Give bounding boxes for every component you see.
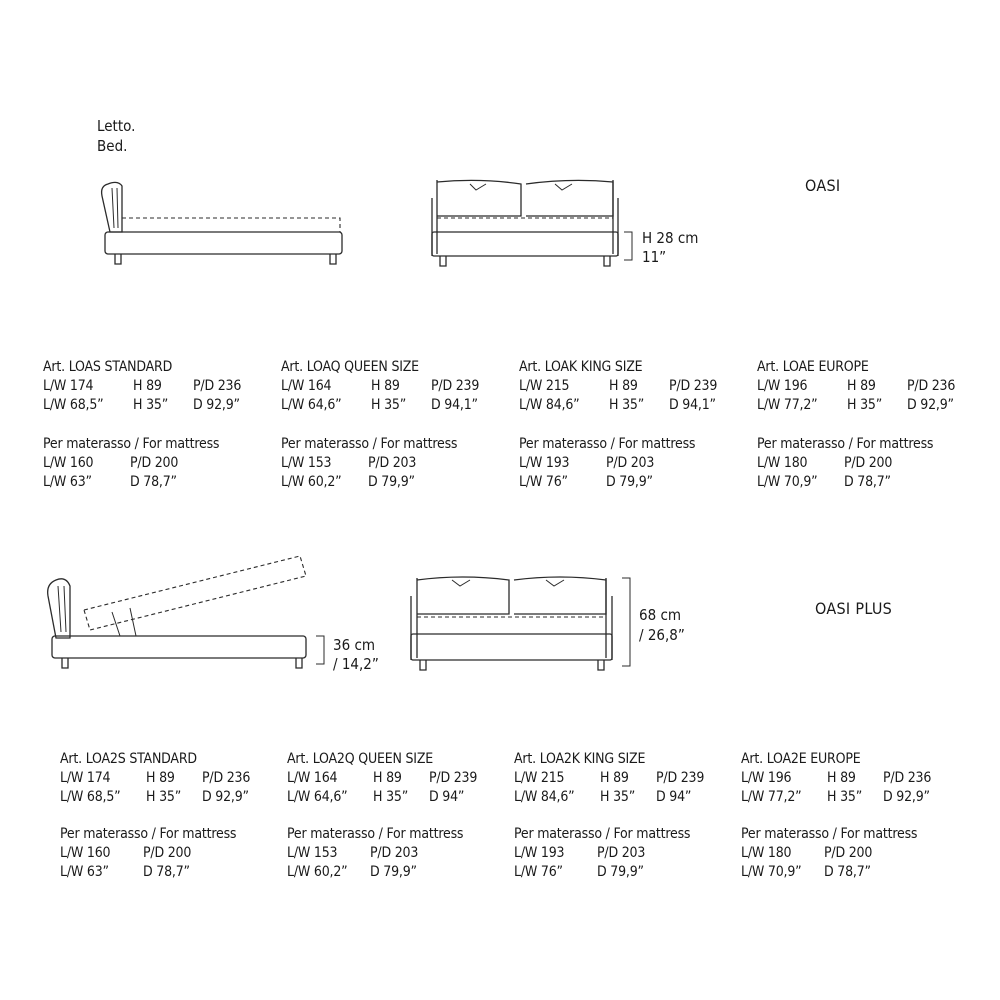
mattress-width-in: L/W 63” xyxy=(43,474,92,490)
mattress-width-in: L/W 76” xyxy=(514,864,563,880)
article-width: L/W 164 xyxy=(287,770,338,786)
mattress-label: Per materasso / For mattress xyxy=(757,436,934,452)
oasi-plus-model-name: OASI PLUS xyxy=(815,599,893,618)
article-width-in: L/W 77,2” xyxy=(741,789,802,805)
article-height: H 89 xyxy=(146,770,175,786)
mattress-width: L/W 153 xyxy=(281,455,332,471)
article-height-in: H 35” xyxy=(133,397,169,413)
mattress-depth-in: D 78,7” xyxy=(844,474,891,490)
mattress-label: Per materasso / For mattress xyxy=(281,436,458,452)
article-width-in: L/W 64,6” xyxy=(287,789,348,805)
article-depth-in: D 92,9” xyxy=(883,789,930,805)
mattress-depth: P/D 200 xyxy=(844,455,893,471)
mattress-width: L/W 180 xyxy=(741,845,792,861)
article-depth: P/D 236 xyxy=(202,770,251,786)
mattress-label: Per materasso / For mattress xyxy=(741,826,918,842)
mattress-width-in: L/W 70,9” xyxy=(741,864,802,880)
header-line-italian: Letto. xyxy=(97,117,136,135)
mattress-depth: P/D 200 xyxy=(824,845,873,861)
article-height-in: H 35” xyxy=(609,397,645,413)
mattress-depth: P/D 203 xyxy=(597,845,646,861)
mattress-width-in: L/W 76” xyxy=(519,474,568,490)
article-height: H 89 xyxy=(609,378,638,394)
article-height-in: H 35” xyxy=(373,789,409,805)
article-depth-in: D 94” xyxy=(429,789,465,805)
mattress-label: Per materasso / For mattress xyxy=(287,826,464,842)
mattress-width: L/W 193 xyxy=(519,455,570,471)
article-depth: P/D 239 xyxy=(429,770,478,786)
mattress-depth-in: D 78,7” xyxy=(824,864,871,880)
article-title: Art. LOAS STANDARD xyxy=(43,359,173,375)
article-width: L/W 215 xyxy=(519,378,570,394)
mattress-width: L/W 160 xyxy=(60,845,111,861)
article-height-in: H 35” xyxy=(600,789,636,805)
article-depth: P/D 236 xyxy=(883,770,932,786)
mattress-depth: P/D 203 xyxy=(368,455,417,471)
oasi-plus-article-standard xyxy=(60,750,300,882)
article-depth-in: D 92,9” xyxy=(202,789,249,805)
article-height-in: H 35” xyxy=(371,397,407,413)
oasi-plus-article-queen xyxy=(287,750,527,882)
mattress-width: L/W 193 xyxy=(514,845,565,861)
mattress-depth: P/D 203 xyxy=(370,845,419,861)
oasi-plus-article-europe xyxy=(741,750,981,882)
article-title: Art. LOAQ QUEEN SIZE xyxy=(281,359,419,375)
article-height: H 89 xyxy=(133,378,162,394)
mattress-width-in: L/W 63” xyxy=(60,864,109,880)
article-width-in: L/W 84,6” xyxy=(519,397,580,413)
mattress-width-in: L/W 70,9” xyxy=(757,474,818,490)
article-depth: P/D 239 xyxy=(656,770,705,786)
article-height: H 89 xyxy=(600,770,629,786)
mattress-depth: P/D 203 xyxy=(606,455,655,471)
mattress-label: Per materasso / For mattress xyxy=(43,436,220,452)
article-depth: P/D 236 xyxy=(907,378,956,394)
article-width-in: L/W 77,2” xyxy=(757,397,818,413)
mattress-label: Per materasso / For mattress xyxy=(519,436,696,452)
mattress-width: L/W 153 xyxy=(287,845,338,861)
mattress-depth-in: D 78,7” xyxy=(143,864,190,880)
mattress-depth: P/D 200 xyxy=(143,845,192,861)
article-depth-in: D 94,1” xyxy=(669,397,716,413)
article-depth-in: D 94” xyxy=(656,789,692,805)
mattress-width: L/W 180 xyxy=(757,455,808,471)
article-title: Art. LOA2E EUROPE xyxy=(741,751,861,767)
mattress-label: Per materasso / For mattress xyxy=(60,826,237,842)
article-depth: P/D 236 xyxy=(193,378,242,394)
oasi-height-in: 11” xyxy=(642,248,667,266)
article-height: H 89 xyxy=(373,770,402,786)
mattress-depth-in: D 79,9” xyxy=(368,474,415,490)
article-title: Art. LOA2Q QUEEN SIZE xyxy=(287,751,433,767)
article-width-in: L/W 68,5” xyxy=(43,397,104,413)
article-width-in: L/W 64,6” xyxy=(281,397,342,413)
article-width-in: L/W 84,6” xyxy=(514,789,575,805)
article-height-in: H 35” xyxy=(847,397,883,413)
mattress-width: L/W 160 xyxy=(43,455,94,471)
article-height-in: H 35” xyxy=(146,789,182,805)
article-width: L/W 196 xyxy=(757,378,808,394)
article-depth: P/D 239 xyxy=(431,378,480,394)
oasi-height-cm: H 28 cm xyxy=(642,229,699,247)
article-title: Art. LOAK KING SIZE xyxy=(519,359,643,375)
mattress-depth: P/D 200 xyxy=(130,455,179,471)
mattress-depth-in: D 79,9” xyxy=(606,474,653,490)
mattress-label: Per materasso / For mattress xyxy=(514,826,691,842)
article-width: L/W 174 xyxy=(43,378,94,394)
header-line-english: Bed. xyxy=(97,137,128,155)
oasi-plus-front-height-cm: 68 cm xyxy=(639,606,682,624)
oasi-plus-front-height-in: / 26,8” xyxy=(639,626,685,644)
article-width: L/W 215 xyxy=(514,770,565,786)
article-title: Art. LOA2K KING SIZE xyxy=(514,751,646,767)
oasi-plus-height-in: / 14,2” xyxy=(333,655,379,673)
article-width: L/W 174 xyxy=(60,770,111,786)
article-depth-in: D 94,1” xyxy=(431,397,478,413)
mattress-depth-in: D 79,9” xyxy=(597,864,644,880)
mattress-width-in: L/W 60,2” xyxy=(287,864,348,880)
mattress-depth-in: D 78,7” xyxy=(130,474,177,490)
article-width: L/W 196 xyxy=(741,770,792,786)
oasi-model-name: OASI xyxy=(805,176,841,195)
mattress-depth-in: D 79,9” xyxy=(370,864,417,880)
oasi-plus-height-cm: 36 cm xyxy=(333,636,376,654)
oasi-plus-article-king xyxy=(514,750,754,882)
article-height: H 89 xyxy=(847,378,876,394)
article-depth: P/D 239 xyxy=(669,378,718,394)
article-depth-in: D 92,9” xyxy=(907,397,954,413)
article-title: Art. LOAE EUROPE xyxy=(757,359,869,375)
article-width-in: L/W 68,5” xyxy=(60,789,121,805)
mattress-width-in: L/W 60,2” xyxy=(281,474,342,490)
article-title: Art. LOA2S STANDARD xyxy=(60,751,197,767)
article-height-in: H 35” xyxy=(827,789,863,805)
article-height: H 89 xyxy=(827,770,856,786)
article-width: L/W 164 xyxy=(281,378,332,394)
article-height: H 89 xyxy=(371,378,400,394)
article-depth-in: D 92,9” xyxy=(193,397,240,413)
